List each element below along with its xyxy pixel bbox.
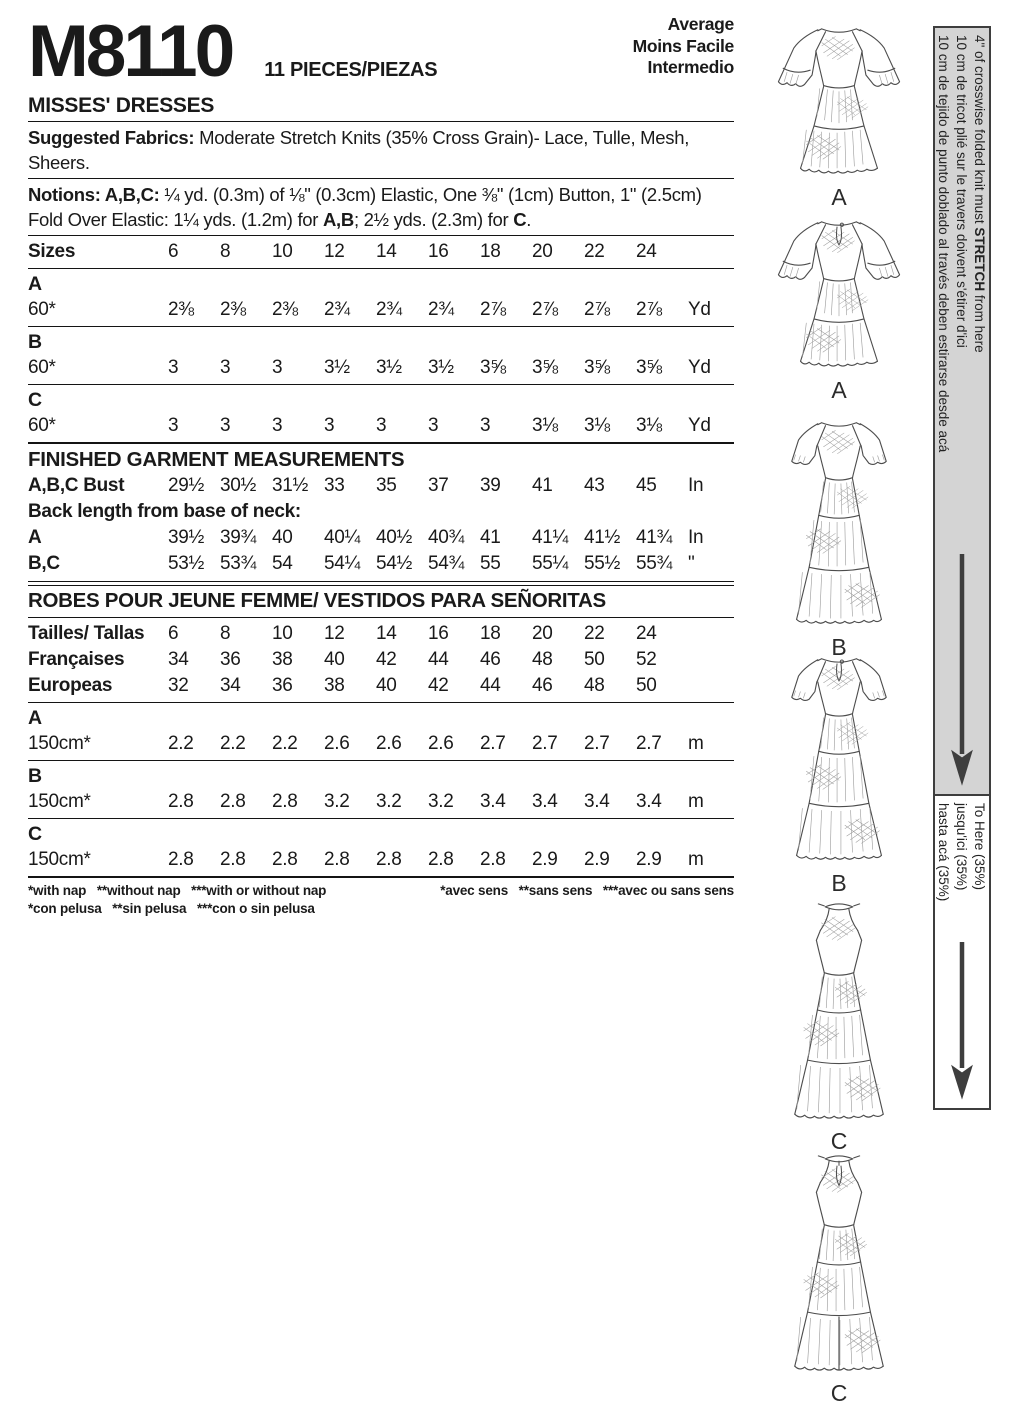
unit-label: m bbox=[688, 791, 704, 813]
yardage-row bbox=[28, 297, 734, 323]
yardage-value: 2¾ bbox=[376, 298, 402, 320]
measurement-value: 37 bbox=[428, 474, 449, 496]
measurement-value: 36 bbox=[220, 649, 241, 671]
divider bbox=[28, 818, 734, 819]
measurement-value: 20 bbox=[532, 623, 553, 645]
stretch-text-en-pre: 4" of crosswise folded knit must bbox=[972, 35, 987, 228]
measurement-value: 42 bbox=[428, 675, 449, 697]
metric-sizes-table bbox=[28, 621, 734, 699]
measurement-value: 52 bbox=[636, 649, 657, 671]
dress-line-art-a-back bbox=[764, 213, 914, 373]
row-label: A,B,C Bust bbox=[28, 474, 125, 496]
yardage-value: 3⅛ bbox=[636, 414, 662, 436]
fabric-width-label: 60* bbox=[28, 356, 56, 378]
yardage-value: 3⅛ bbox=[584, 414, 610, 436]
yardage-row bbox=[28, 355, 734, 381]
yardage-value: 2.9 bbox=[532, 849, 558, 871]
view-letter: B bbox=[28, 330, 42, 353]
yardage-value: 2.8 bbox=[376, 849, 402, 871]
measurement-value: 55¾ bbox=[636, 552, 673, 574]
notions-text: ¼ yd. (0.3m) of ⅛" (0.3cm) Elastic, One ⅜" (1cm) Button, 1" (2.5cm) Fold Over Elastic: 1¼ yds. (1.2m) for bbox=[28, 183, 702, 230]
main-content-column bbox=[28, 11, 734, 918]
measurement-row bbox=[28, 621, 734, 647]
yardage-value: 2.7 bbox=[480, 733, 506, 755]
measurement-value: 29½ bbox=[168, 474, 205, 496]
measurement-value: 32 bbox=[168, 675, 189, 697]
divider bbox=[28, 326, 734, 327]
row-label: Europeas bbox=[28, 675, 113, 697]
measurement-value: 43 bbox=[584, 474, 605, 496]
size-value: 10 bbox=[272, 240, 293, 262]
measurement-value: 55½ bbox=[584, 552, 621, 574]
unit-label: In bbox=[688, 474, 704, 496]
measurement-value: 55 bbox=[480, 552, 501, 574]
finished-measurements-title: FINISHED GARMENT MEASUREMENTS bbox=[28, 447, 405, 471]
view-label: A bbox=[831, 184, 847, 210]
measurement-value: 54¼ bbox=[324, 552, 361, 574]
yardage-value: 2⅞ bbox=[480, 298, 506, 320]
double-divider bbox=[28, 581, 734, 587]
row-label: Françaises bbox=[28, 649, 125, 671]
yardage-value: 3½ bbox=[376, 356, 402, 378]
measurement-value: 41¾ bbox=[636, 526, 673, 548]
yardage-table bbox=[28, 272, 734, 439]
yardage-value: 2.7 bbox=[532, 733, 558, 755]
measurement-value: 39¾ bbox=[220, 526, 257, 548]
unit-label: " bbox=[688, 552, 695, 574]
yardage-value: 3⅝ bbox=[480, 356, 506, 378]
unit-label bbox=[688, 647, 734, 673]
view-label: B bbox=[831, 870, 847, 896]
yardage-value: 2⅜ bbox=[272, 298, 298, 320]
measurement-value: 41 bbox=[532, 474, 553, 496]
to-here-es: hasta acá (35%) bbox=[936, 803, 951, 902]
footnote-row-2 bbox=[28, 900, 734, 918]
yardage-value: 2.8 bbox=[324, 849, 350, 871]
measurement-value: 44 bbox=[428, 649, 449, 671]
yardage-value: 3 bbox=[272, 414, 283, 436]
unit-label bbox=[688, 621, 734, 647]
yardage-value: 3⅝ bbox=[532, 356, 558, 378]
divider bbox=[28, 268, 734, 269]
stretch-text-en-post: from here bbox=[972, 291, 987, 353]
yardage-value: 2.6 bbox=[376, 733, 402, 755]
to-here-fr: jusqu'ici (35%) bbox=[954, 803, 969, 891]
suggested-fabrics-text: Moderate Stretch Knits (35% Cross Grain)- Lace, Tulle, Mesh, Sheers. bbox=[28, 126, 690, 173]
measurement-value: 42 bbox=[376, 649, 397, 671]
yardage-value: 3⅝ bbox=[636, 356, 662, 378]
yardage-value: 3 bbox=[168, 356, 179, 378]
measurement-value: 40 bbox=[376, 675, 397, 697]
row-label: B,C bbox=[28, 552, 60, 574]
footnote-row-1 bbox=[28, 882, 734, 900]
footnotes bbox=[28, 882, 734, 918]
measurement-value: 50 bbox=[584, 649, 605, 671]
divider bbox=[28, 442, 734, 444]
yardage-value: 2.6 bbox=[428, 733, 454, 755]
unit-label bbox=[688, 673, 734, 699]
yardage-value: 2.9 bbox=[584, 849, 610, 871]
pieces-count: 11 PIECES/PIEZAS bbox=[264, 58, 438, 81]
row-label: Sizes bbox=[28, 240, 76, 262]
difficulty-en: Average bbox=[667, 14, 734, 34]
view-label: B bbox=[831, 634, 847, 660]
notions-views-ab: A,B bbox=[322, 208, 354, 230]
measurement-value: 46 bbox=[532, 675, 553, 697]
yardage-value: 2⅜ bbox=[168, 298, 194, 320]
divider bbox=[28, 760, 734, 761]
size-value: 14 bbox=[376, 240, 397, 262]
unit-label: Yd bbox=[688, 298, 711, 320]
notions-text-3: . bbox=[526, 208, 532, 230]
yardage-value: 3 bbox=[324, 414, 335, 436]
yardage-value: 2⅞ bbox=[636, 298, 662, 320]
measurement-value: 53½ bbox=[168, 552, 205, 574]
dress-line-art-a-front bbox=[764, 20, 914, 180]
measurement-value: 10 bbox=[272, 623, 293, 645]
view-label: C bbox=[830, 1128, 848, 1154]
yardage-value: 3 bbox=[168, 414, 179, 436]
yardage-value: 2.8 bbox=[480, 849, 506, 871]
finished-measurements-table bbox=[28, 473, 734, 577]
measurement-value: 39½ bbox=[168, 526, 205, 548]
to-here-text bbox=[934, 803, 988, 901]
yardage-value: 2.6 bbox=[324, 733, 350, 755]
to-here-en: To Here (35%) bbox=[972, 803, 987, 891]
yardage-row bbox=[28, 789, 734, 815]
to-here-arrow-down-icon bbox=[942, 942, 982, 1102]
notions-label: Notions: A,B,C: bbox=[28, 183, 160, 205]
measurement-value: 41½ bbox=[584, 526, 621, 548]
yardage-value: 2.9 bbox=[636, 849, 662, 871]
stretch-text-fr: 10 cm de tricot plié sur le travers doivent s'étirer d'ici bbox=[954, 35, 969, 348]
stretch-text-en-bold: STRETCH bbox=[972, 227, 987, 292]
row-heading: Back length from base of neck: bbox=[28, 500, 301, 522]
yardage-value: 3½ bbox=[428, 356, 454, 378]
footnote-en: *with nap **without nap ***with or without nap bbox=[28, 883, 327, 899]
notions bbox=[28, 182, 734, 232]
yardage-value: 2.8 bbox=[272, 849, 298, 871]
measurement-value: 41¼ bbox=[532, 526, 569, 548]
yardage-value: 3.2 bbox=[376, 791, 402, 813]
yardage-value: 2.2 bbox=[168, 733, 194, 755]
yardage-value: 3⅝ bbox=[584, 356, 610, 378]
measurement-value: 40¼ bbox=[324, 526, 361, 548]
header bbox=[28, 11, 734, 93]
dress-view-figure bbox=[753, 416, 925, 659]
yardage-value: 2⅞ bbox=[532, 298, 558, 320]
yardage-value: 3 bbox=[220, 356, 231, 378]
measurement-value: 22 bbox=[584, 623, 605, 645]
size-value: 24 bbox=[636, 240, 657, 262]
measurement-value: 45 bbox=[636, 474, 657, 496]
divider bbox=[28, 235, 734, 236]
stretch-gauge-instructions bbox=[933, 26, 991, 796]
measurement-row bbox=[28, 673, 734, 699]
yardage-value: 2.7 bbox=[636, 733, 662, 755]
yardage-value: 2⅞ bbox=[584, 298, 610, 320]
metric-title: ROBES POUR JEUNE FEMME/ VESTIDOS PARA SEÑORITAS bbox=[28, 589, 606, 613]
difficulty-block bbox=[633, 14, 734, 79]
measurement-value: 16 bbox=[428, 623, 449, 645]
notions-text-2: ; 2½ yds. (2.3m) for bbox=[353, 208, 514, 230]
measurement-value: 18 bbox=[480, 623, 501, 645]
measurement-value: 40½ bbox=[376, 526, 413, 548]
yardage-value: 3.4 bbox=[480, 791, 506, 813]
measurement-value: 50 bbox=[636, 675, 657, 697]
garment-title: MISSES' DRESSES bbox=[28, 93, 215, 117]
dress-line-art-c-front bbox=[762, 898, 916, 1124]
measurement-row bbox=[28, 525, 734, 551]
size-value: 8 bbox=[220, 240, 231, 262]
unit-label: Yd bbox=[688, 414, 711, 436]
dress-view-figure bbox=[753, 652, 925, 895]
yardage-value: 2¾ bbox=[324, 298, 350, 320]
dress-line-art-b-back bbox=[763, 652, 915, 866]
yardage-row bbox=[28, 731, 734, 757]
measurement-value: 24 bbox=[636, 623, 657, 645]
measurement-value: 40 bbox=[272, 526, 293, 548]
yardage-value: 3½ bbox=[324, 356, 350, 378]
measurement-row bbox=[28, 647, 734, 673]
measurement-value: 40 bbox=[324, 649, 345, 671]
suggested-fabrics bbox=[28, 125, 734, 175]
difficulty-es: Intermedio bbox=[647, 57, 734, 77]
measurement-value: 12 bbox=[324, 623, 345, 645]
row-label: Tailles/ Tallas bbox=[28, 623, 145, 645]
yardage-value: 3 bbox=[480, 414, 491, 436]
view-label: C bbox=[830, 1380, 848, 1406]
measurement-value: 44 bbox=[480, 675, 501, 697]
measurement-value: 53¾ bbox=[220, 552, 257, 574]
size-value: 20 bbox=[532, 240, 553, 262]
stretch-arrow-down-icon bbox=[942, 554, 982, 788]
yardage-value: 3.4 bbox=[584, 791, 610, 813]
difficulty-fr: Moins Facile bbox=[632, 35, 734, 56]
measurement-value: 6 bbox=[168, 623, 179, 645]
dress-view-figure bbox=[753, 213, 925, 402]
measurement-value: 39 bbox=[480, 474, 501, 496]
dress-line-art-c-back bbox=[762, 1150, 916, 1376]
view-label: A bbox=[831, 377, 847, 403]
fabric-width-label: 60* bbox=[28, 298, 56, 320]
footnote-fr: *avec sens **sans sens ***avec ou sans sens bbox=[440, 883, 734, 899]
measurement-value: 14 bbox=[376, 623, 397, 645]
measurement-value: 54 bbox=[272, 552, 293, 574]
size-value: 18 bbox=[480, 240, 501, 262]
size-value: 22 bbox=[584, 240, 605, 262]
unit-label: m bbox=[688, 849, 704, 871]
metric-yardage-table bbox=[28, 706, 734, 873]
measurement-value: 30½ bbox=[220, 474, 257, 496]
yardage-value: 2⅜ bbox=[220, 298, 246, 320]
dress-line-art-b-front bbox=[763, 416, 915, 630]
measurement-value: 40¾ bbox=[428, 526, 465, 548]
divider bbox=[28, 384, 734, 385]
fabric-width-label: 150cm* bbox=[28, 791, 91, 813]
measurement-value: 38 bbox=[324, 675, 345, 697]
footnote-es: *con pelusa **sin pelusa ***con o sin pelusa bbox=[28, 901, 315, 917]
sizes-header-row bbox=[28, 239, 734, 265]
measurement-row bbox=[28, 551, 734, 577]
view-letter: B bbox=[28, 765, 42, 788]
yardage-value: 3 bbox=[272, 356, 283, 378]
dress-view-figure bbox=[753, 1150, 925, 1405]
yardage-value: 2.8 bbox=[220, 791, 246, 813]
measurement-value: 38 bbox=[272, 649, 293, 671]
stretch-gauge bbox=[933, 26, 991, 1110]
measurement-value: 8 bbox=[220, 623, 231, 645]
dress-view-figure bbox=[753, 20, 925, 209]
view-letter: C bbox=[28, 388, 42, 411]
measurement-value: 48 bbox=[532, 649, 553, 671]
figures-column bbox=[753, 0, 925, 1415]
unit-label: In bbox=[688, 526, 704, 548]
measurement-value: 31½ bbox=[272, 474, 309, 496]
measurement-value: 54¾ bbox=[428, 552, 465, 574]
yardage-value: 3.2 bbox=[428, 791, 454, 813]
divider bbox=[28, 876, 734, 878]
measurement-value: 36 bbox=[272, 675, 293, 697]
unit-label bbox=[688, 239, 734, 265]
view-letter: A bbox=[28, 707, 42, 730]
size-value: 16 bbox=[428, 240, 449, 262]
yardage-value: 3.4 bbox=[636, 791, 662, 813]
yardage-value: 2.8 bbox=[220, 849, 246, 871]
fabric-width-label: 150cm* bbox=[28, 733, 91, 755]
measurement-value: 41 bbox=[480, 526, 501, 548]
yardage-row bbox=[28, 847, 734, 873]
yardage-value: 2.8 bbox=[168, 849, 194, 871]
size-value: 12 bbox=[324, 240, 345, 262]
stretch-text-es: 10 cm de tejido de punto doblado al través deben estirarse desde acá bbox=[936, 35, 951, 453]
measurement-value: 34 bbox=[220, 675, 241, 697]
stretch-text-en bbox=[970, 35, 988, 452]
measurement-value: 48 bbox=[584, 675, 605, 697]
stretch-gauge-target bbox=[933, 796, 991, 1110]
yardage-value: 2.8 bbox=[272, 791, 298, 813]
measurement-row bbox=[28, 473, 734, 499]
divider bbox=[28, 702, 734, 703]
yardage-value: 3.4 bbox=[532, 791, 558, 813]
yardage-value: 2¾ bbox=[428, 298, 454, 320]
measurement-value: 35 bbox=[376, 474, 397, 496]
divider bbox=[28, 178, 734, 179]
view-letter: C bbox=[28, 823, 42, 846]
yardage-value: 2.8 bbox=[168, 791, 194, 813]
measurement-value: 33 bbox=[324, 474, 345, 496]
measurement-value: 34 bbox=[168, 649, 189, 671]
notions-view-c: C bbox=[513, 208, 527, 230]
view-letter: A bbox=[28, 272, 42, 295]
divider bbox=[28, 617, 734, 618]
yardage-value: 3 bbox=[220, 414, 231, 436]
row-label: A bbox=[28, 526, 42, 548]
dress-view-figure bbox=[753, 898, 925, 1153]
measurement-value: 46 bbox=[480, 649, 501, 671]
measurement-value: 54½ bbox=[376, 552, 413, 574]
measurement-value: 55¼ bbox=[532, 552, 569, 574]
yardage-row bbox=[28, 413, 734, 439]
stretch-gauge-text bbox=[934, 35, 988, 452]
suggested-fabrics-label: Suggested Fabrics: bbox=[28, 126, 195, 148]
yardage-value: 3 bbox=[376, 414, 387, 436]
yardage-value: 2.8 bbox=[428, 849, 454, 871]
fabric-width-label: 150cm* bbox=[28, 849, 91, 871]
unit-label: Yd bbox=[688, 356, 711, 378]
divider bbox=[28, 121, 734, 122]
unit-label: m bbox=[688, 733, 704, 755]
yardage-value: 3.2 bbox=[324, 791, 350, 813]
fabric-width-label: 60* bbox=[28, 414, 56, 436]
yardage-value: 2.2 bbox=[272, 733, 298, 755]
yardage-value: 3 bbox=[428, 414, 439, 436]
size-value: 6 bbox=[168, 240, 179, 262]
yardage-value: 2.2 bbox=[220, 733, 246, 755]
yardage-value: 3⅛ bbox=[532, 414, 558, 436]
yardage-value: 2.7 bbox=[584, 733, 610, 755]
pattern-number: M8110 bbox=[28, 11, 233, 93]
